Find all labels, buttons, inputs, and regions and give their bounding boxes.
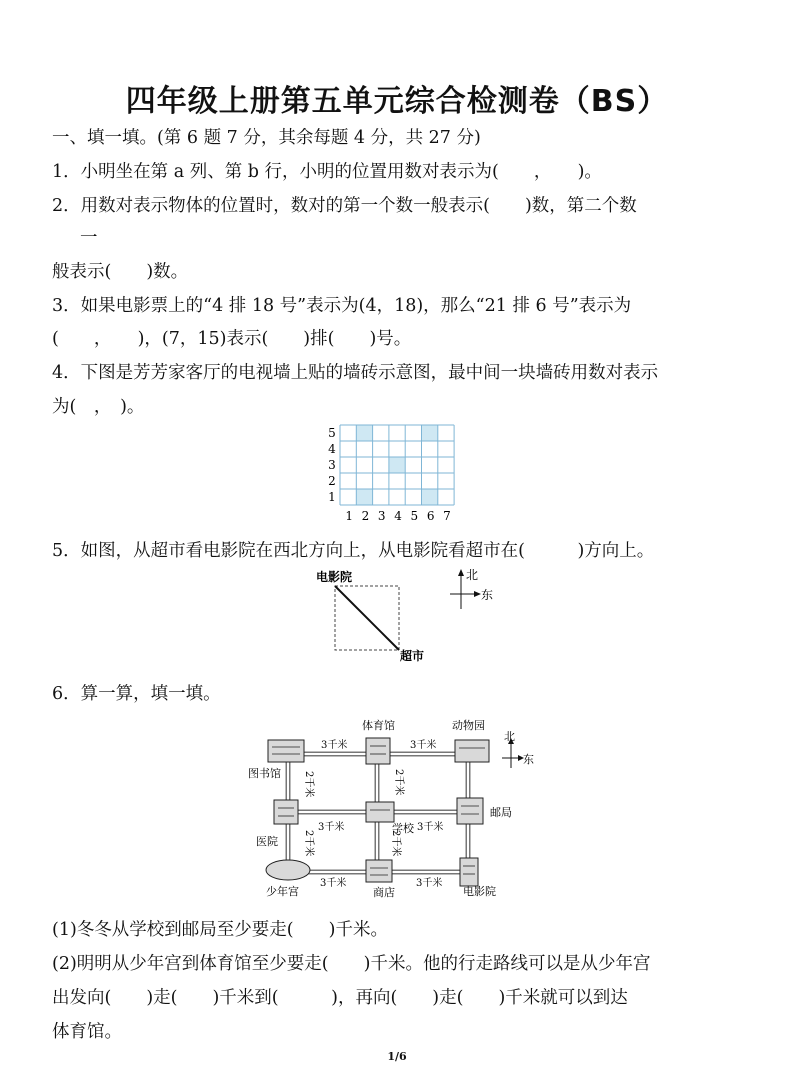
wall-tile-grid xyxy=(320,420,470,526)
post-building-icon xyxy=(457,798,483,824)
grid-x-labels xyxy=(345,509,450,523)
distance-stadium-zoo: 3千米 xyxy=(410,740,437,751)
compass-icon xyxy=(450,568,493,609)
town-map xyxy=(240,714,540,899)
hospital-building-icon xyxy=(274,800,298,824)
question-6-part-2-line-2: 出发向( )走( )千米到( )，再向( )走( )千米就可以到达 xyxy=(52,988,628,1008)
grid-x-tick-label: 4 xyxy=(394,509,402,523)
stadium-label: 体育馆 xyxy=(362,719,395,732)
cinema-building-icon xyxy=(460,858,478,886)
question-6: 6．算一算，填一填。 xyxy=(52,684,221,704)
market-label: 超市 xyxy=(400,649,425,663)
grid-x-tick-label: 2 xyxy=(361,509,370,523)
question-3-line-2: ( ， )，(7，15)表示( )排( )号。 xyxy=(52,329,412,349)
distance-hospital-school: 3千米 xyxy=(318,822,345,833)
grid-x-tick-label: 6 xyxy=(426,509,435,523)
grid-y-tick-label: 2 xyxy=(328,474,336,488)
cinema-label: 电影院 xyxy=(316,570,353,584)
highlighted-tile xyxy=(422,489,438,505)
question-6-part-2-line-3: 体育馆。 xyxy=(52,1022,122,1042)
distance-library-stadium: 3千米 xyxy=(321,740,348,751)
question-2-line-1: 2．用数对表示物体的位置时，数对的第一个数一般表示( )数，第二个数 xyxy=(52,196,637,216)
distance-shop-cinema: 3千米 xyxy=(416,878,443,889)
question-5: 5．如图，从超市看电影院在西北方向上，从电影院看超市在( )方向上。 xyxy=(52,541,655,561)
grid-x-tick-label: 7 xyxy=(443,509,451,523)
grid-y-tick-label: 5 xyxy=(328,426,336,440)
diagonal-route xyxy=(335,586,399,650)
north-label: 北 xyxy=(466,568,479,582)
section-heading: 一、填一填。(第 6 题 7 分，其余每题 4 分，共 27 分) xyxy=(52,128,481,148)
distance-hospital-palace: 2千米 xyxy=(303,830,314,857)
map-east-label: 东 xyxy=(523,753,534,766)
grid-x-tick-label: 3 xyxy=(377,509,386,523)
school-building-icon xyxy=(366,802,394,822)
library-building-icon xyxy=(268,740,304,762)
zoo-building-icon xyxy=(455,740,489,762)
grid-cells xyxy=(356,425,438,505)
distance-stadium-school: 2千米 xyxy=(393,769,404,796)
compass-icon xyxy=(502,730,534,768)
grid-y-tick-label: 1 xyxy=(328,490,336,504)
highlighted-tile xyxy=(389,457,405,473)
highlighted-tile xyxy=(356,425,372,441)
map-north-label: 北 xyxy=(504,730,515,743)
question-1: 1．小明坐在第 a 列、第 b 行，小明的位置用数对表示为( ， )。 xyxy=(52,162,602,182)
library-label: 图书馆 xyxy=(248,767,281,780)
grid-x-tick-label: 1 xyxy=(345,509,353,523)
question-2-line-3: 般表示( )数。 xyxy=(52,262,189,282)
page-title: 四年级上册第五单元综合检测卷（BS） xyxy=(125,84,669,119)
distance-school-post: 3千米 xyxy=(417,822,444,833)
east-label: 东 xyxy=(481,588,494,602)
school-label: 学校 xyxy=(392,822,414,835)
page-number: 1/6 xyxy=(387,1050,407,1063)
question-3-line-1: 3．如果电影票上的“4 排 18 号”表示为(4，18)，那么“21 排 6 号”表示为 xyxy=(52,296,632,316)
distance-library-hospital: 2千米 xyxy=(303,771,314,798)
highlighted-tile xyxy=(356,489,372,505)
distance-palace-shop: 3千米 xyxy=(320,878,347,889)
cinema-label-map: 电影院 xyxy=(463,885,496,898)
question-4-line-1: 4．下图是芳芳家客厅的电视墙上贴的墙砖示意图，最中间一块墙砖用数对表示 xyxy=(52,363,659,383)
hospital-label: 医院 xyxy=(256,835,278,848)
zoo-label: 动物园 xyxy=(452,719,485,732)
question-6-part-2-line-1: (2)明明从少年宫到体育馆至少要走( )千米。他的行走路线可以是从少年宫 xyxy=(52,954,651,974)
question-2-line-2: 一 xyxy=(80,228,98,248)
direction-figure xyxy=(300,565,510,665)
palace-building-icon xyxy=(266,860,310,880)
stadium-building-icon xyxy=(366,738,390,764)
grid-x-tick-label: 5 xyxy=(410,509,419,523)
grid-y-tick-label: 4 xyxy=(328,442,336,456)
shop-label: 商店 xyxy=(373,886,395,899)
shop-building-icon xyxy=(366,860,392,882)
post-label: 邮局 xyxy=(490,806,512,819)
question-6-part-1: (1)冬冬从学校到邮局至少要走( )千米。 xyxy=(52,920,388,940)
question-4-line-2: 为( ， )。 xyxy=(52,397,145,417)
palace-label: 少年宫 xyxy=(266,885,299,898)
grid-y-tick-label: 3 xyxy=(328,458,336,472)
distance-school-shop: 2千米 xyxy=(390,830,401,857)
highlighted-tile xyxy=(422,425,438,441)
grid-y-labels xyxy=(328,426,336,504)
